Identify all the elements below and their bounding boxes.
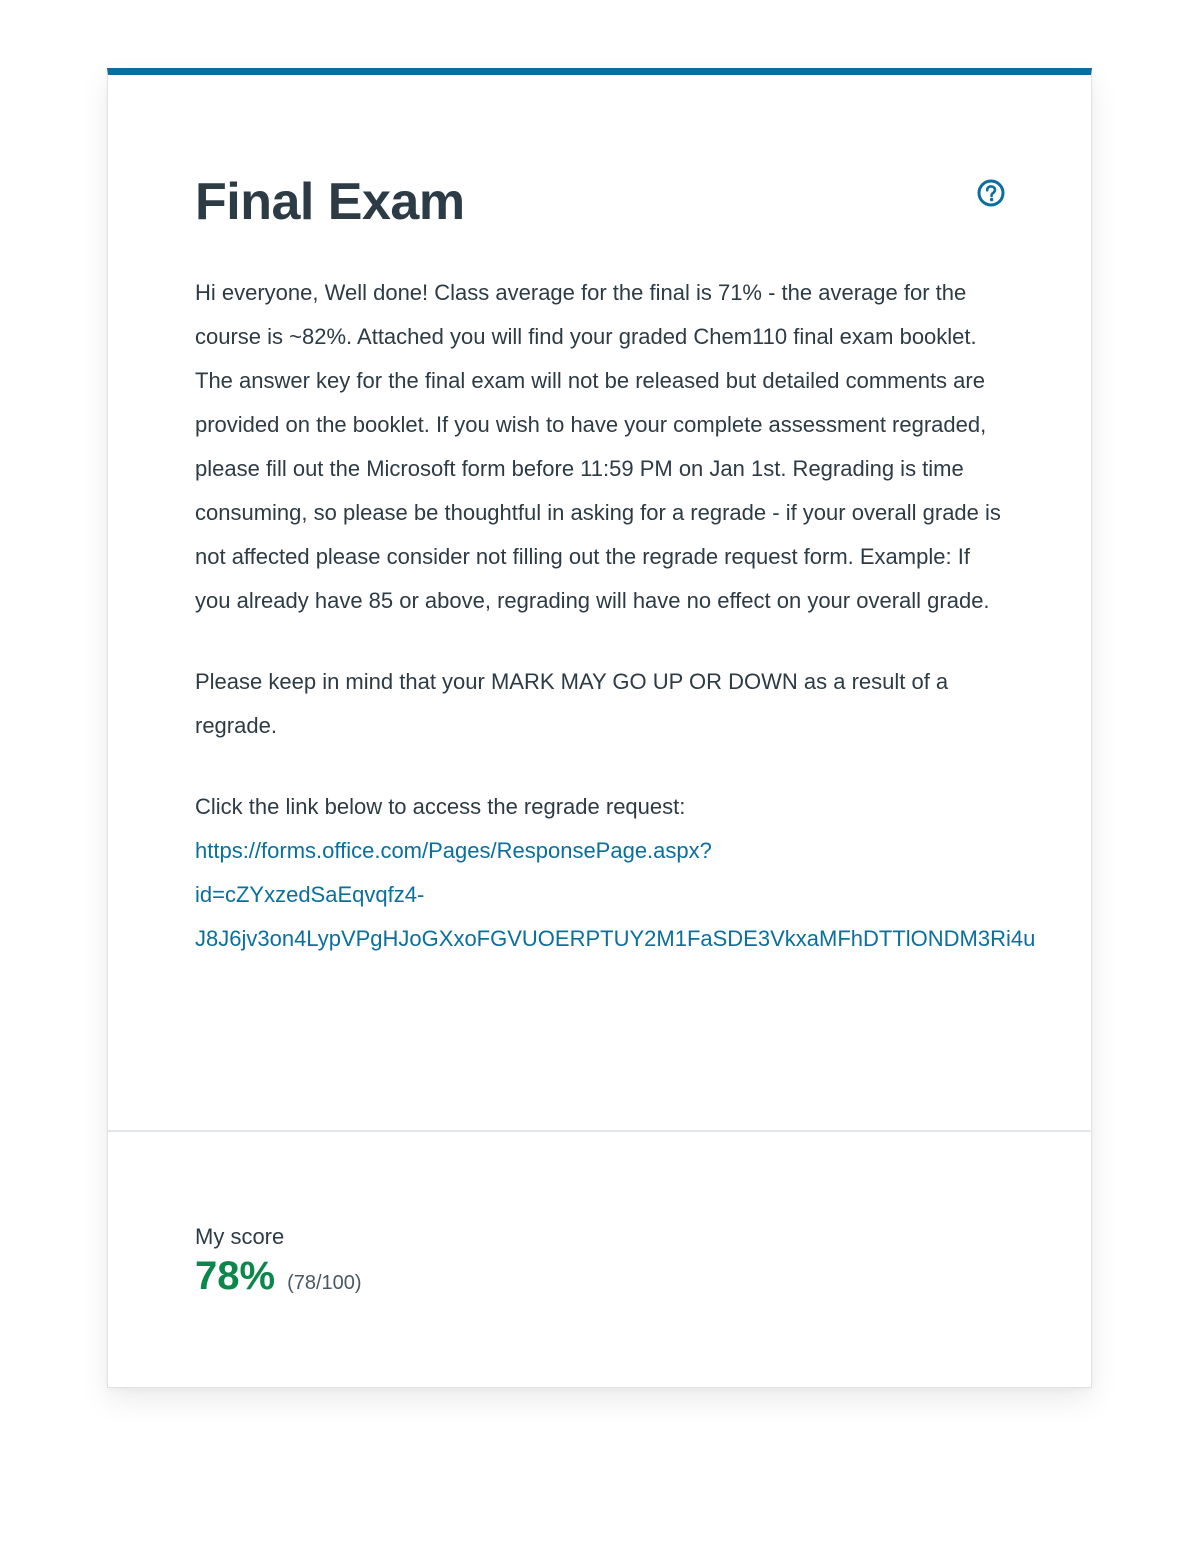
regrade-instruction: Click the link below to access the regrade request: <box>195 794 686 819</box>
score-row <box>195 1253 362 1299</box>
regrade-link[interactable] <box>195 829 1036 961</box>
regrade-link-line-2[interactable]: id=cZYxzedSaEqvqfz4- <box>195 882 425 907</box>
announcement-paragraph-3 <box>195 785 1036 961</box>
card-content <box>195 170 1036 998</box>
announcement-paragraph-1: Hi everyone, Well done! Class average for the final is 71% - the average for the course is ~82%. Attached you will find your graded Chem110 final exam booklet. The answer key for the final exam will not be released but detailed comments are provided on the booklet. If you wish to have your complete assessment regraded, please fill out the Microsoft form before 11:59 PM on Jan 1st. Regrading is time consuming, so please be thoughtful in asking for a regrade - if your overall grade is not affected please consider not filling out the regrade request form. Example: If you already have 85 or above, regrading will have no effect on your overall grade. <box>195 280 1001 613</box>
score-percent: 78% <box>195 1254 276 1298</box>
announcement-body <box>195 271 1036 961</box>
score-block <box>195 1223 362 1299</box>
page-title: Final Exam <box>195 173 465 231</box>
assignment-card <box>107 68 1092 1388</box>
announcement-paragraph-2: Please keep in mind that your MARK MAY GO UP OR DOWN as a result of a regrade. <box>195 669 949 738</box>
score-fraction: (78/100) <box>287 1272 362 1294</box>
regrade-link-line-3[interactable]: J8J6jv3on4LypVPgHJoGXxoFGVUOERPTUY2M1FaSDE3VkxaMFhDTTlONDM3Ri4u <box>195 926 1036 951</box>
score-label: My score <box>195 1224 285 1249</box>
section-divider <box>108 1130 1091 1132</box>
regrade-link-line-1[interactable]: https://forms.office.com/Pages/ResponsePage.aspx? <box>195 838 712 863</box>
help-circle-icon[interactable] <box>977 179 1005 207</box>
